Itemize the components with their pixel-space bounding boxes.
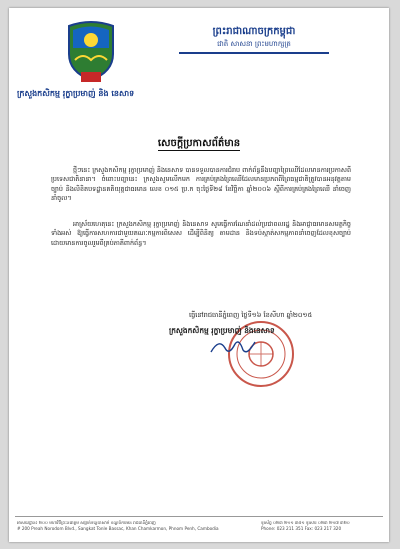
- footer-contact: [261, 520, 385, 531]
- ministry-emblem-icon: [61, 20, 121, 86]
- footer-contact-en: Phone: 023 211 351 Fax: 023 217 320: [261, 525, 342, 531]
- footer-divider: [15, 516, 383, 517]
- footer-address-en: # 200 Preah Norodom Blvd., Sangkat Tonle Bassac, Khan Chamkarmon, Phnom Penh, Cambodia: [17, 525, 219, 531]
- paragraph-1: ថ្មីៗនេះ ក្រសួងកសិកម្ម រុក្ខាប្រមាញ់ និងនេសាទ បានទទួលបានការជំរាប ពាក់ព័ន្ធនឹងបញ្ហាព្រៃឈើដែលមានការប្រកាសពីប្រទេសជាតិនានា។ ចំពោះបញ្ហានេះ ក្រសួងសូមលើកមក ការគ្រប់គ្រងព្រៃឈើដែលមានប្រភពពីព្រៃធម្មជាតិត្រូវបានអនុវត្តតាមច្បាប់ និងលិខិតបទដ្ឋានគតិយុត្តជាធរមាន លេខ ០១៥ ប្រ.ក ចុះថ្ងៃទី២៨ ខែវិច្ឆិកា ឆ្នាំ២០០៦ ស្ដីពីការគ្រប់គ្រងព្រៃឈើ នាំចេញ នាំចូល។: [51, 166, 351, 203]
- document-title-text: សេចក្ដីប្រកាសព័ត៌មាន: [157, 138, 241, 149]
- document-page: [9, 8, 389, 542]
- footer-address-km: អាសយដ្ឋាន៖ ២០០ មហាវិថីព្រះនរោត្តម សង្កាត់ទន្លេបាសាក់ ខណ្ឌចំការមន រាជធានីភ្នំពេញ: [17, 520, 156, 525]
- handwritten-signature-icon: [209, 334, 259, 360]
- signatory-organization: ក្រសួងកសិកម្ម រុក្ខាប្រមាញ់ និងនេសាទ: [169, 326, 275, 335]
- national-motto: ជាតិ សាសនា ព្រះមហាក្សត្រ: [217, 40, 291, 48]
- date-line: ធ្វើនៅរាជធានីភ្នំពេញ ថ្ងៃទី១៦ ខែសីហា ឆ្នាំ២០១៥: [189, 311, 313, 319]
- footer-address: [17, 520, 247, 531]
- ministry-name-header: ក្រសួងកសិកម្ម រុក្ខាប្រមាញ់ និង នេសាទ: [17, 89, 135, 98]
- header-divider: [179, 52, 329, 54]
- paragraph-2: អាស្រ័យហេតុនេះ ក្រសួងកសិកម្ម រុក្ខាប្រមាញ់ និងនេសាទ សូមធ្វើការណែនាំដល់ប្រជាពលរដ្ឋ និងអាជ្ញាធរមានសមត្ថកិច្ចទាំងអស់ ឱ្យធ្វើការសហការជាមួយគណៈកម្មការពិសេស ដើម្បីពិនិត្យ តាមដាន និងទប់ស្កាត់សកម្មភាពនាំចេញដែលខុសច្បាប់ ដោយមានការចូលរួមពីគ្រប់ភាគីពាក់ព័ន្ធ។: [51, 220, 351, 247]
- document-title: [9, 136, 389, 151]
- kingdom-title: ព្រះរាជាណាចក្រកម្ពុជា: [212, 26, 296, 37]
- footer-contact-km: ទូរស័ព្ទ ០២៣ ២១១ ៣៥១ ទូរសារ ០២៣ ២១៧ ៣២០: [261, 520, 350, 525]
